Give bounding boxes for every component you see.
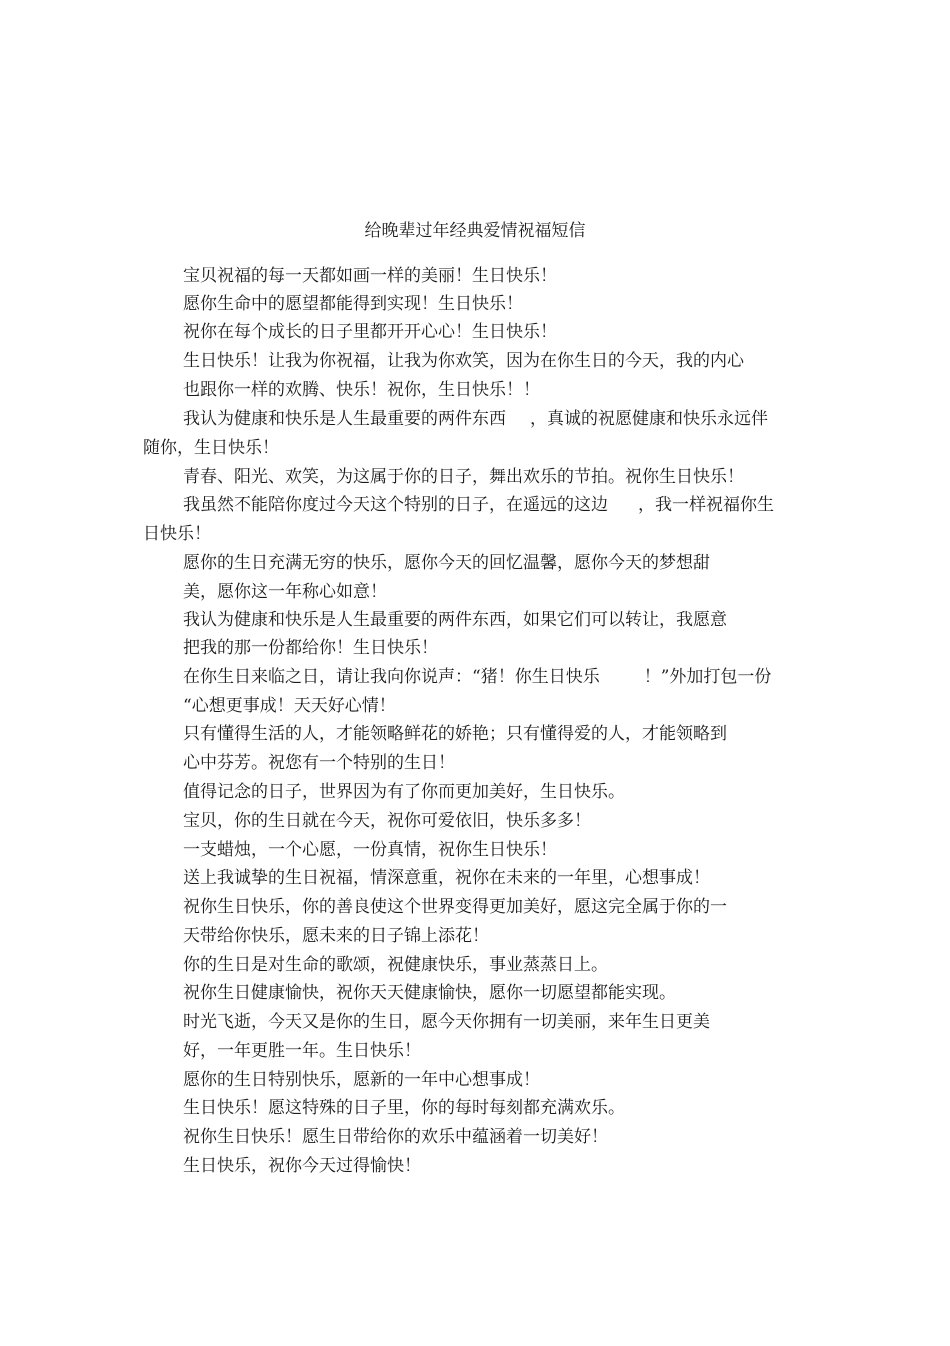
text-line: 祝你生日健康愉快，祝你天天健康愉快，愿你一切愿望都能实现。 [183, 983, 676, 1003]
text-line [183, 665, 771, 689]
text-line: 生日快乐！愿这特殊的日子里，你的每时每刻都充满欢乐。 [183, 1098, 625, 1118]
text-line: 愿你生命中的愿望都能得到实现！生日快乐！ [183, 294, 523, 314]
text-segment: 我虽然不能陪你度过今天这个特别的日子，在遥远的这边 [183, 495, 608, 515]
text-line: 时光飞逝，今天又是你的生日，愿今天你拥有一切美丽，来年生日更美 [183, 1012, 710, 1032]
text-line: 祝你生日快乐！愿生日带给你的欢乐中蕴涵着一切美好！ [183, 1127, 608, 1147]
text-line [183, 493, 774, 517]
text-segment: ，我一样祝福你生 [638, 495, 774, 515]
text-line: 好，一年更胜一年。生日快乐！ [183, 1041, 421, 1061]
text-line: 心中芬芳。祝您有一个特别的生日！ [183, 753, 455, 773]
text-line: “心想更事成！天天好心情！ [183, 696, 396, 716]
text-line: 宝贝，你的生日就在今天，祝你可爱依旧，快乐多多！ [183, 811, 591, 831]
text-line: 随你，生日快乐！ [143, 438, 279, 458]
text-line: 日快乐！ [143, 524, 211, 544]
text-line: 送上我诚挚的生日祝福，情深意重，祝你在未来的一年里，心想事成！ [183, 868, 710, 888]
text-line: 生日快乐！让我为你祝福，让我为你欢笑，因为在你生日的今天，我的内心 [183, 351, 744, 371]
text-line: 值得记念的日子，世界因为有了你而更加美好，生日快乐。 [183, 782, 625, 802]
text-segment: ，真诚的祝愿健康和快乐永远伴 [530, 409, 768, 429]
text-line: 只有懂得生活的人，才能领略鲜花的娇艳；只有懂得爱的人，才能领略到 [183, 724, 727, 744]
text-segment: ！”外加打包一份 [643, 667, 772, 687]
text-line: 祝你生日快乐，你的善良使这个世界变得更加美好，愿这完全属于你的一 [183, 897, 727, 917]
text-line: 你的生日是对生命的歌颂，祝健康快乐，事业蒸蒸日上。 [183, 955, 608, 975]
text-line: 宝贝祝福的每一天都如画一样的美丽！生日快乐！ [183, 266, 557, 286]
text-line: 一支蜡烛，一个心愿，一份真情，祝你生日快乐！ [183, 840, 557, 860]
text-line: 也跟你一样的欢腾、快乐！祝你，生日快乐！！ [183, 380, 540, 400]
text-line: 我认为健康和快乐是人生最重要的两件东西，如果它们可以转让，我愿意 [183, 610, 727, 630]
text-line: 青春、阳光、欢笑，为这属于你的日子，舞出欢乐的节拍。祝你生日快乐！ [183, 467, 744, 487]
text-segment: 我认为健康和快乐是人生最重要的两件东西 [183, 409, 506, 429]
text-line: 生日快乐，祝你今天过得愉快！ [183, 1156, 421, 1176]
text-line [183, 407, 768, 431]
text-segment: 在你生日来临之日，请让我向你说声：“猪！你生日快乐 [183, 667, 600, 687]
text-line: 愿你的生日特别快乐，愿新的一年中心想事成！ [183, 1070, 540, 1090]
text-line: 天带给你快乐，愿未来的日子锦上添花！ [183, 926, 489, 946]
text-line: 把我的那一份都给你！生日快乐！ [183, 638, 438, 658]
text-line: 祝你在每个成长的日子里都开开心心！生日快乐！ [183, 322, 557, 342]
text-line: 美，愿你这一年称心如意！ [183, 582, 387, 602]
text-line: 愿你的生日充满无穷的快乐，愿你今天的回忆温馨，愿你今天的梦想甜 [183, 553, 710, 573]
document-title: 给晚辈过年经典爱情祝福短信 [364, 221, 586, 241]
